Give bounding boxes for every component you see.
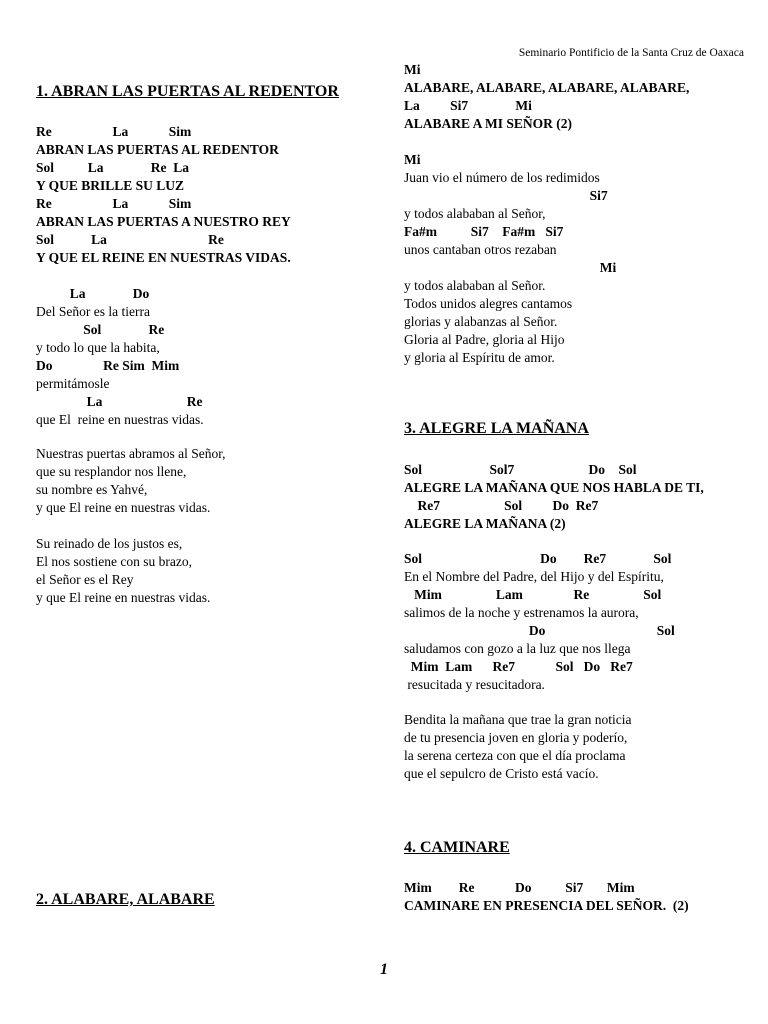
document-header: Seminario Pontificio de la Santa Cruz de Oaxaca (518, 47, 744, 59)
verse-line: que El reine en nuestras vidas. (36, 412, 204, 427)
chord-line: Sol Sol7 Do Sol (404, 462, 637, 477)
chord-line: Do Sol (404, 623, 675, 638)
verse-line: y que El reine en nuestras vidas. (36, 590, 211, 605)
chord-line: Re La Sim (36, 196, 192, 211)
song-title: 4. CAMINARE (404, 839, 510, 856)
left-column (36, 0, 386, 1024)
verse-line: Juan vio el número de los redimidos (404, 170, 600, 185)
verse-line: unos cantaban otros rezaban (404, 242, 557, 257)
song-title: 1. ABRAN LAS PUERTAS AL REDENTOR (36, 83, 339, 100)
chord-line: La Do (36, 286, 150, 301)
verse-line: que su resplandor nos llene, (36, 464, 187, 479)
chord-line: Sol Re (36, 322, 165, 337)
verse-line: El nos sostiene con su brazo, (36, 554, 192, 569)
chord-line: Re La Sim (36, 124, 192, 139)
verse-line: el Señor es el Rey (36, 572, 134, 587)
song-title: 2. ALABARE, ALABARE (36, 891, 215, 908)
verse-line: que el sepulcro de Cristo está vacío. (404, 766, 599, 781)
verse-line: Todos unidos alegres cantamos (404, 296, 573, 311)
verse-line: En el Nombre del Padre, del Hijo y del Espíritu, (404, 569, 664, 584)
verse-line: su nombre es Yahvé, (36, 482, 148, 497)
chord-line: Mim Lam Re Sol (404, 587, 662, 602)
chord-line: Si7 (404, 188, 608, 203)
verse-line: y todos alababan al Señor, (404, 206, 546, 221)
chord-line: Sol La Re La (36, 160, 190, 175)
chord-line: Sol La Re (36, 232, 224, 247)
verse-line: glorias y alabanzas al Señor. (404, 314, 558, 329)
chord-line: Do Re Sim Mim (36, 358, 180, 373)
chorus-line: ALEGRE LA MAÑANA QUE NOS HABLA DE TI, (404, 480, 704, 495)
chord-line: La Re (36, 394, 203, 409)
chord-line: Mim Lam Re7 Sol Do Re7 (404, 659, 633, 674)
song-title: 3. ALEGRE LA MAÑANA (404, 420, 589, 437)
chorus-line: CAMINARE EN PRESENCIA DEL SEÑOR. (2) (404, 898, 689, 913)
page-number: 1 (380, 961, 388, 978)
verse-line: salimos de la noche y estrenamos la aurora, (404, 605, 639, 620)
verse-line: Gloria al Padre, gloria al Hijo (404, 332, 565, 347)
chord-line: Mi (404, 62, 421, 77)
verse-line: Bendita la mañana que trae la gran noticia (404, 712, 632, 727)
verse-line: Su reinado de los justos es, (36, 536, 183, 551)
verse-line: de tu presencia joven en gloria y poderío, (404, 730, 628, 745)
chorus-line: ABRAN LAS PUERTAS AL REDENTOR (36, 142, 279, 157)
chorus-line: ALABARE A MI SEÑOR (2) (404, 116, 573, 131)
chord-line: Re7 Sol Do Re7 (404, 498, 599, 513)
chord-line: Sol Do Re7 Sol (404, 551, 672, 566)
chord-line: Mi (404, 260, 617, 275)
chorus-line: Y QUE BRILLE SU LUZ (36, 178, 185, 193)
verse-line: resucitada y resucitadora. (404, 677, 545, 692)
verse-line: y que El reine en nuestras vidas. (36, 500, 211, 515)
chorus-line: ABRAN LAS PUERTAS A NUESTRO REY (36, 214, 291, 229)
chord-line: La Si7 Mi (404, 98, 532, 113)
verse-line: saludamos con gozo a la luz que nos llega (404, 641, 631, 656)
chord-line: Fa#m Si7 Fa#m Si7 (404, 224, 564, 239)
chord-line: Mim Re Do Si7 Mim (404, 880, 635, 895)
chord-line: Mi (404, 152, 421, 167)
verse-line: Nuestras puertas abramos al Señor, (36, 446, 226, 461)
verse-line: permitámosle (36, 376, 110, 391)
chorus-line: ALABARE, ALABARE, ALABARE, ALABARE, (404, 80, 690, 95)
chorus-line: ALEGRE LA MAÑANA (2) (404, 516, 566, 531)
verse-line: Del Señor es la tierra (36, 304, 150, 319)
verse-line: y gloria al Espíritu de amor. (404, 350, 555, 365)
chorus-line: Y QUE EL REINE EN NUESTRAS VIDAS. (36, 250, 291, 265)
verse-line: y todo lo que la habita, (36, 340, 160, 355)
verse-line: la serena certeza con que el día proclama (404, 748, 626, 763)
verse-line: y todos alababan al Señor. (404, 278, 546, 293)
right-column (404, 0, 754, 1024)
